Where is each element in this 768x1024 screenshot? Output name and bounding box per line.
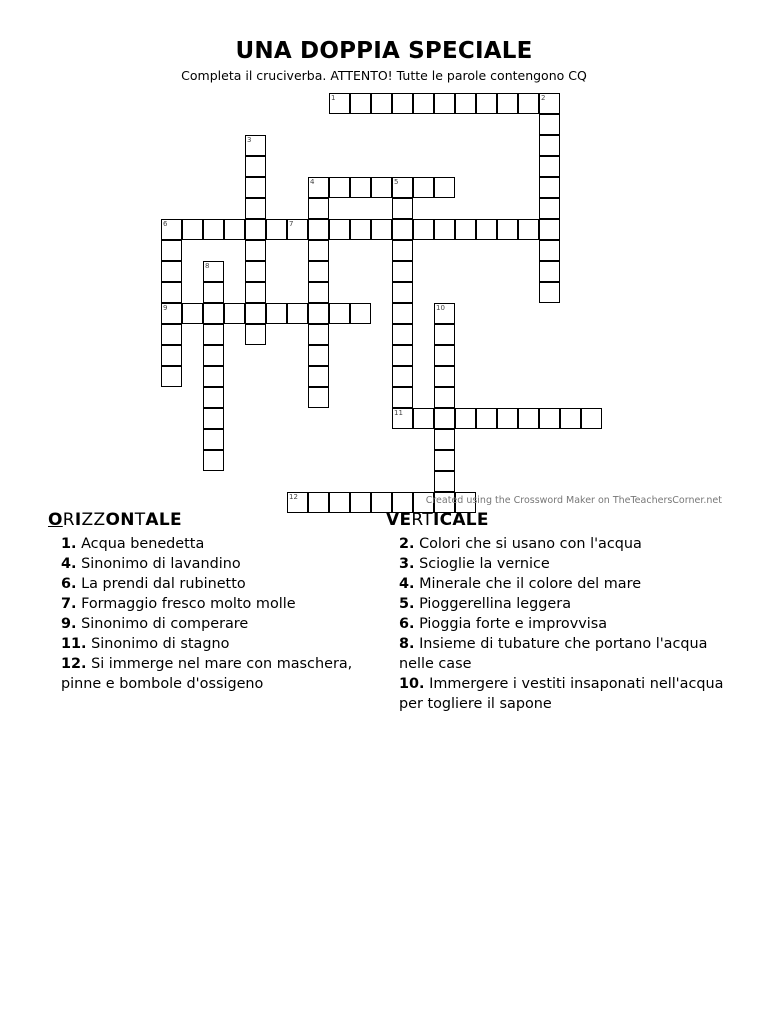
heading-fragment: ALE bbox=[452, 510, 489, 530]
clue-number: 6. bbox=[399, 616, 415, 632]
grid-cell[interactable] bbox=[539, 198, 560, 219]
grid-cell[interactable] bbox=[203, 303, 224, 324]
grid-cell[interactable] bbox=[308, 282, 329, 303]
clue-number: 2. bbox=[399, 536, 415, 552]
clue-text: Minerale che il colore del mare bbox=[419, 576, 642, 592]
grid-cell[interactable] bbox=[434, 408, 455, 429]
grid-cell[interactable] bbox=[203, 282, 224, 303]
clue-text: Sinonimo di stagno bbox=[91, 636, 230, 652]
grid-cell[interactable] bbox=[308, 198, 329, 219]
clue-text: Pioggerellina leggera bbox=[419, 596, 572, 612]
clue-number: 1. bbox=[61, 536, 77, 552]
grid-clue-number: 5 bbox=[394, 178, 399, 186]
grid-cell[interactable] bbox=[161, 324, 182, 345]
grid-cell[interactable] bbox=[308, 366, 329, 387]
grid-cell[interactable] bbox=[350, 219, 371, 240]
grid-cell[interactable] bbox=[266, 303, 287, 324]
grid-cell[interactable] bbox=[434, 219, 455, 240]
grid-cell[interactable] bbox=[182, 219, 203, 240]
grid-clue-number: 6 bbox=[163, 220, 168, 228]
grid-cell[interactable] bbox=[497, 93, 518, 114]
grid-cell[interactable] bbox=[245, 324, 266, 345]
down-clue-5 bbox=[386, 594, 726, 614]
grid-cell[interactable] bbox=[161, 240, 182, 261]
heading-fragment: ON bbox=[105, 510, 135, 530]
grid-cell[interactable] bbox=[203, 387, 224, 408]
grid-cell[interactable] bbox=[413, 93, 434, 114]
clue-number: 9. bbox=[61, 616, 77, 632]
grid-cell[interactable] bbox=[245, 303, 266, 324]
page-title: UNA DOPPIA SPECIALE bbox=[235, 38, 533, 64]
down-clue-3 bbox=[386, 554, 726, 574]
grid-cell[interactable] bbox=[539, 177, 560, 198]
instructions: Completa il cruciverba. ATTENTO! Tutte le parole contengono CQ bbox=[181, 68, 587, 83]
grid-cell[interactable] bbox=[245, 240, 266, 261]
grid-cell[interactable] bbox=[413, 177, 434, 198]
down-clue-6 bbox=[386, 614, 726, 634]
grid-cell[interactable] bbox=[455, 93, 476, 114]
grid-cell[interactable] bbox=[392, 261, 413, 282]
heading-fragment: T bbox=[134, 510, 146, 530]
grid-cell[interactable] bbox=[476, 408, 497, 429]
grid-cell[interactable] bbox=[308, 324, 329, 345]
grid-cell[interactable] bbox=[203, 219, 224, 240]
clue-number: 7. bbox=[61, 596, 77, 612]
grid-clue-number: 11 bbox=[394, 409, 403, 417]
grid-cell[interactable] bbox=[434, 324, 455, 345]
grid-cell[interactable] bbox=[539, 219, 560, 240]
grid-cell[interactable] bbox=[434, 387, 455, 408]
grid-cell[interactable] bbox=[245, 282, 266, 303]
grid-cell[interactable] bbox=[329, 219, 350, 240]
grid-cell[interactable] bbox=[161, 366, 182, 387]
grid-cell[interactable] bbox=[476, 219, 497, 240]
grid-cell[interactable] bbox=[539, 282, 560, 303]
grid-cell[interactable] bbox=[434, 429, 455, 450]
grid-cell[interactable] bbox=[245, 177, 266, 198]
heading-fragment: ALE bbox=[145, 510, 182, 530]
grid-cell[interactable] bbox=[413, 408, 434, 429]
heading-fragment: IC bbox=[432, 510, 453, 530]
grid-cell[interactable] bbox=[581, 408, 602, 429]
grid-cell[interactable] bbox=[392, 366, 413, 387]
grid-cell[interactable] bbox=[308, 387, 329, 408]
grid-cell[interactable] bbox=[413, 219, 434, 240]
grid-cell[interactable] bbox=[308, 240, 329, 261]
grid-cell[interactable] bbox=[518, 219, 539, 240]
grid-cell[interactable] bbox=[539, 135, 560, 156]
clue-text: Insieme di tubature che portano l'acqua nelle case bbox=[399, 636, 708, 672]
grid-cell[interactable] bbox=[308, 345, 329, 366]
grid-cell[interactable] bbox=[350, 303, 371, 324]
grid-cell[interactable] bbox=[560, 408, 581, 429]
crossword-grid bbox=[0, 0, 768, 500]
grid-clue-number: 2 bbox=[541, 94, 546, 102]
across-heading bbox=[48, 510, 388, 530]
heading-fragment: O bbox=[48, 510, 63, 530]
grid-cell[interactable] bbox=[539, 261, 560, 282]
grid-clue-number: 12 bbox=[289, 493, 298, 501]
down-clue-8 bbox=[386, 634, 726, 674]
grid-cell[interactable] bbox=[266, 219, 287, 240]
grid-cell[interactable] bbox=[308, 303, 329, 324]
grid-cell[interactable] bbox=[203, 324, 224, 345]
down-clue-2 bbox=[386, 534, 726, 554]
grid-cell[interactable] bbox=[287, 303, 308, 324]
heading-fragment: VE bbox=[386, 510, 412, 530]
across-clue-12 bbox=[48, 654, 388, 694]
down-clue-10 bbox=[386, 674, 726, 714]
grid-cell[interactable] bbox=[161, 282, 182, 303]
clue-text: Acqua benedetta bbox=[81, 536, 205, 552]
grid-cell[interactable] bbox=[434, 450, 455, 471]
grid-cell[interactable] bbox=[371, 219, 392, 240]
grid-clue-number: 9 bbox=[163, 304, 168, 312]
grid-cell[interactable] bbox=[434, 177, 455, 198]
clue-number: 4. bbox=[61, 556, 77, 572]
down-heading bbox=[386, 510, 726, 530]
grid-cell[interactable] bbox=[245, 198, 266, 219]
grid-cell[interactable] bbox=[203, 429, 224, 450]
across-clue-1 bbox=[61, 534, 388, 554]
heading-fragment: R bbox=[62, 510, 75, 530]
grid-cell[interactable] bbox=[161, 261, 182, 282]
clue-text: La prendi dal rubinetto bbox=[81, 576, 246, 592]
grid-cell[interactable] bbox=[329, 177, 350, 198]
grid-cell[interactable] bbox=[455, 408, 476, 429]
grid-cell[interactable] bbox=[392, 93, 413, 114]
grid-cell[interactable] bbox=[371, 177, 392, 198]
grid-cell[interactable] bbox=[539, 240, 560, 261]
across-clue-list bbox=[48, 534, 388, 694]
grid-clue-number: 1 bbox=[331, 94, 336, 102]
grid-cell[interactable] bbox=[392, 387, 413, 408]
clue-text: Pioggia forte e improvvisa bbox=[419, 616, 608, 632]
grid-clue-number: 4 bbox=[310, 178, 315, 186]
grid-cell[interactable] bbox=[224, 219, 245, 240]
across-clue-11 bbox=[61, 634, 388, 654]
grid-cell[interactable] bbox=[455, 219, 476, 240]
grid-cell[interactable] bbox=[308, 219, 329, 240]
clue-number: 5. bbox=[399, 596, 415, 612]
clue-text: Colori che si usano con l'acqua bbox=[419, 536, 642, 552]
grid-cell[interactable] bbox=[476, 93, 497, 114]
grid-cell[interactable] bbox=[245, 219, 266, 240]
grid-cell[interactable] bbox=[392, 219, 413, 240]
across-clues-section bbox=[48, 510, 388, 694]
grid-cell[interactable] bbox=[434, 366, 455, 387]
heading-fragment: ZZ bbox=[81, 510, 106, 530]
across-clue-9 bbox=[61, 614, 388, 634]
grid-cell[interactable] bbox=[434, 471, 455, 492]
grid-clue-number: 10 bbox=[436, 304, 445, 312]
grid-cell[interactable] bbox=[371, 93, 392, 114]
heading-fragment: RT bbox=[411, 510, 433, 530]
clue-number: 6. bbox=[61, 576, 77, 592]
across-clue-7 bbox=[61, 594, 388, 614]
grid-cell[interactable] bbox=[350, 177, 371, 198]
grid-clue-number: 7 bbox=[289, 220, 294, 228]
grid-cell[interactable] bbox=[161, 345, 182, 366]
grid-cell[interactable] bbox=[308, 261, 329, 282]
clue-text: Si immerge nel mare con maschera, pinne e bombole d'ossigeno bbox=[61, 656, 353, 692]
grid-cell[interactable] bbox=[392, 198, 413, 219]
across-clue-4 bbox=[61, 554, 388, 574]
grid-clue-number: 3 bbox=[247, 136, 252, 144]
clue-text: Formaggio fresco molto molle bbox=[81, 596, 296, 612]
grid-cell[interactable] bbox=[329, 303, 350, 324]
grid-cell[interactable] bbox=[350, 93, 371, 114]
grid-cell[interactable] bbox=[518, 408, 539, 429]
grid-cell[interactable] bbox=[203, 408, 224, 429]
grid-cell[interactable] bbox=[434, 345, 455, 366]
down-clue-4 bbox=[386, 574, 726, 594]
down-clues-section bbox=[386, 510, 726, 714]
grid-cell[interactable] bbox=[245, 156, 266, 177]
down-clue-list bbox=[386, 534, 726, 714]
clue-number: 3. bbox=[399, 556, 415, 572]
grid-cell[interactable] bbox=[224, 303, 245, 324]
clue-number: 12. bbox=[61, 656, 87, 672]
grid-cell[interactable] bbox=[182, 303, 203, 324]
grid-cell[interactable] bbox=[497, 408, 518, 429]
clue-text: Sinonimo di lavandino bbox=[81, 556, 241, 572]
grid-cell[interactable] bbox=[539, 114, 560, 135]
clue-number: 10. bbox=[399, 676, 425, 692]
across-clue-6 bbox=[61, 574, 388, 594]
grid-cell[interactable] bbox=[434, 93, 455, 114]
clue-number: 11. bbox=[61, 636, 87, 652]
clue-number: 4. bbox=[399, 576, 415, 592]
grid-cell[interactable] bbox=[203, 366, 224, 387]
clue-text: Immergere i vestiti insaponati nell'acqua per togliere il sapone bbox=[399, 676, 724, 712]
clue-text: Scioglie la vernice bbox=[419, 556, 550, 572]
grid-cell[interactable] bbox=[392, 282, 413, 303]
grid-cell[interactable] bbox=[539, 408, 560, 429]
credit-line: Created using the Crossword Maker on TheTeachersCorner.net bbox=[425, 495, 722, 506]
grid-cell[interactable] bbox=[497, 219, 518, 240]
grid-cell[interactable] bbox=[392, 240, 413, 261]
grid-cell[interactable] bbox=[392, 345, 413, 366]
grid-clue-number: 8 bbox=[205, 262, 210, 270]
clue-text: Sinonimo di comperare bbox=[81, 616, 249, 632]
clue-number: 8. bbox=[399, 636, 415, 652]
grid-cell[interactable] bbox=[392, 324, 413, 345]
grid-cell[interactable] bbox=[392, 303, 413, 324]
grid-cell[interactable] bbox=[518, 93, 539, 114]
grid-cell[interactable] bbox=[203, 450, 224, 471]
grid-cell[interactable] bbox=[203, 345, 224, 366]
grid-cell[interactable] bbox=[539, 156, 560, 177]
heading-fragment: I bbox=[74, 510, 82, 530]
grid-cell[interactable] bbox=[245, 261, 266, 282]
